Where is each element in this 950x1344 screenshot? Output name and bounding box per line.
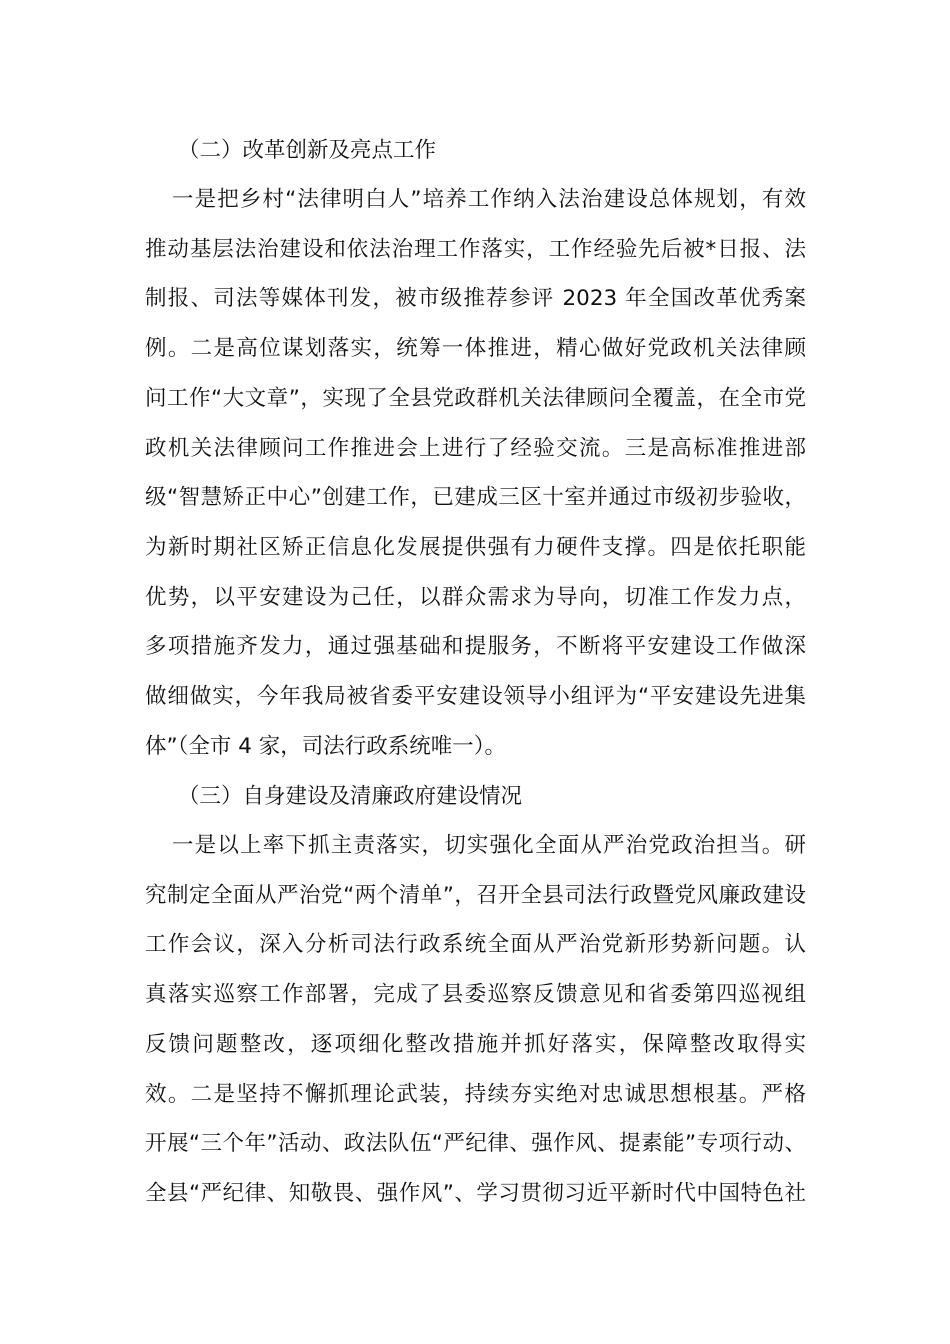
section-heading: （三）自身建设及清廉政府建设情况 (178, 784, 523, 809)
paragraph-line: 开展“三个年”活动、政法队伍“严纪律、强作风、提素能”专项行动、 (145, 1131, 806, 1157)
paragraph-line: 效。二是坚持不懈抓理论武装，持续夯实绝对忠诚思想根基。严格 (145, 1081, 806, 1107)
paragraph-line: 反馈问题整改，逐项细化整改措施并抓好落实，保障整改取得实 (145, 1031, 806, 1057)
paragraph-line: 体”（全市 4 家，司法行政系统唯一）。 (145, 733, 506, 759)
paragraph-line: 优势，以平安建设为己任，以群众需求为导向，切准工作发力点， (145, 584, 806, 610)
section-heading: （二）改革创新及亮点工作 (178, 138, 437, 163)
paragraph-line: 问工作“大文章”，实现了全县党政群机关法律顾问全覆盖，在全市党 (145, 385, 806, 411)
paragraph-line: 制报、司法等媒体刊发，被市级推荐参评 2023 年全国改革优秀案 (145, 286, 806, 312)
paragraph-line: 全县“严纪律、知敬畏、强作风”、学习贯彻习近平新时代中国特色社 (145, 1180, 806, 1206)
paragraph-line: 一是把乡村“法律明白人”培养工作纳入法治建设总体规划，有效 (172, 187, 806, 212)
paragraph-line: 多项措施齐发力，通过强基础和提服务，不断将平安建设工作做深 (145, 634, 806, 660)
paragraph-line: 级“智慧矫正中心”创建工作，已建成三区十室并通过市级初步验收， (145, 485, 806, 511)
paragraph-line: 例。二是高位谋划落实，统筹一体推进，精心做好党政机关法律顾 (145, 336, 806, 362)
paragraph-line: 究制定全面从严治党“两个清单”，召开全县司法行政暨党风廉政建设 (145, 882, 806, 908)
paragraph-line: 政机关法律顾问工作推进会上进行了经验交流。三是高标准推进部 (145, 435, 806, 461)
paragraph-line: 一是以上率下抓主责落实，切实强化全面从严治党政治担当。研 (172, 833, 806, 858)
paragraph-line: 推动基层法治建设和依法治理工作落实，工作经验先后被*日报、法 (145, 236, 806, 262)
paragraph-line: 真落实巡察工作部署，完成了县委巡察反馈意见和省委第四巡视组 (145, 982, 806, 1008)
paragraph-line: 为新时期社区矫正信息化发展提供强有力硬件支撑。四是依托职能 (145, 534, 806, 560)
paragraph-line: 工作会议，深入分析司法行政系统全面从严治党新形势新问题。认 (145, 932, 806, 958)
paragraph-line: 做细做实，今年我局被省委平安建设领导小组评为“平安建设先进集 (145, 684, 806, 709)
